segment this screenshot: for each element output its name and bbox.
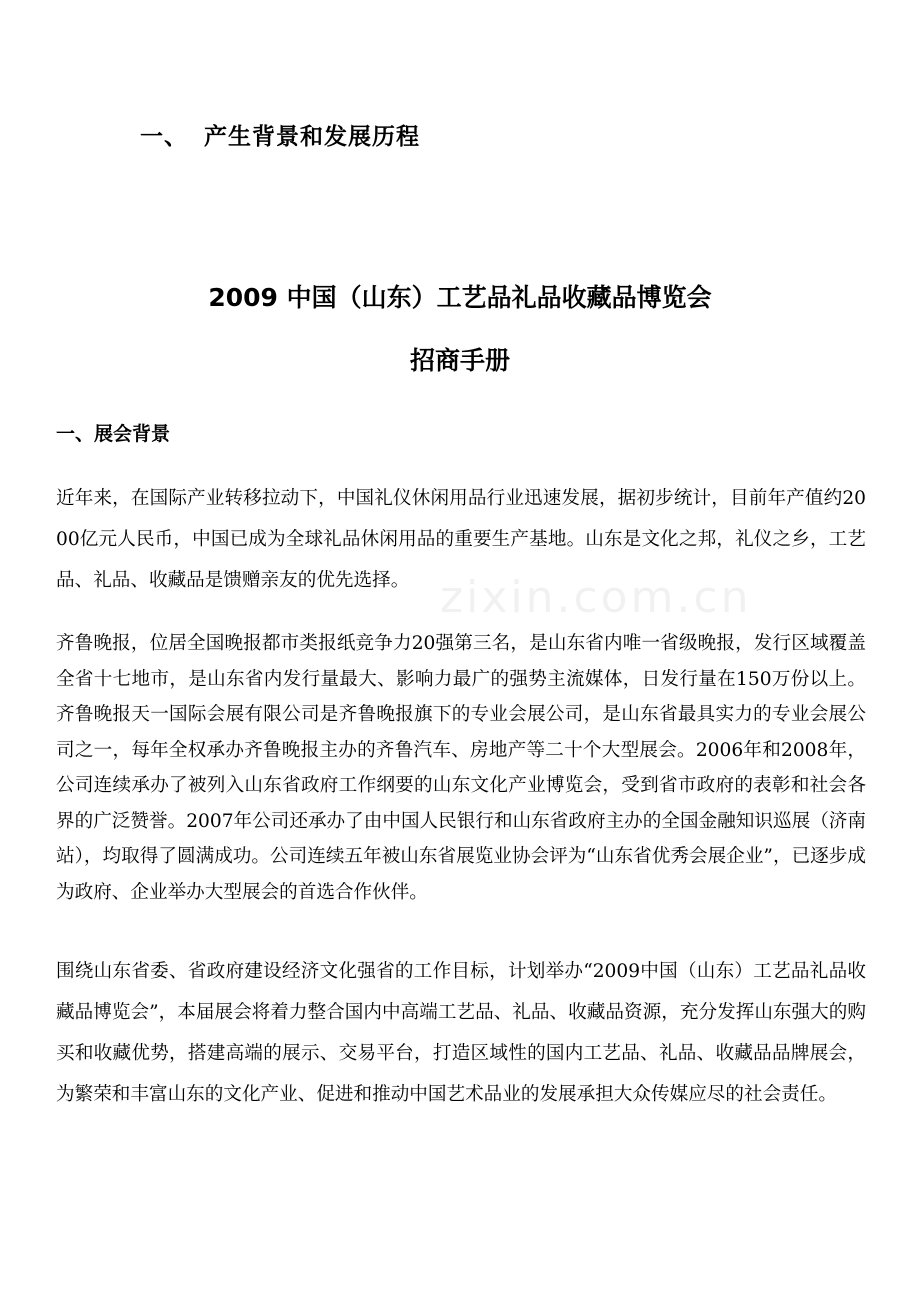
paragraph-organizer-profile: 齐鲁晚报，位居全国晚报都市类报纸竞争力20强第三名，是山东省内唯一省级晚报，发行区域覆盖全省十七地市，是山东省内发行量最大、影响力最广的强势主流媒体，日发行量在150万份以上。齐鲁晚报天一国际会展有限公司是齐鲁晚报旗下的专业会展公司，是山东省最具实力的专业会展公司之一，每年全权承办齐鲁晚报主办的齐鲁汽车、房地产等二十个大型展会。2006年和2008年，公司连续承办了被列入山东省政府工作纲要的山东文化产业博览会，受到省市政府的表彰和社会各界的广泛赞誉。2007年公司还承办了由中国人民银行和山东省政府主办的全国金融知识巡展（济南站），均取得了圆满成功。公司连续五年被山东省展览业协会评为“山东省优秀会展企业”，已逐步成为政府、企业举办大型展会的首选合作伙伴。 — [56, 633, 866, 903]
paragraph-exhibition-goals: 围绕山东省委、省政府建设经济文化强省的工作目标，计划举办“2009中国（山东）工艺品礼品收藏品博览会”，本届展会将着力整合国内中高端工艺品、礼品、收藏品资源，充分发挥山东强大的购买和收藏优势，搭建高端的展示、交易平台，打造区域性的国内工艺品、礼品、收藏品品牌展会，为繁荣和丰富山东的文化产业、促进和推动中国艺术品业的发展承担大众传媒应尽的社会责任。 — [56, 961, 866, 1105]
section-heading-number: 一、 — [140, 124, 188, 150]
section-heading — [140, 118, 420, 151]
watermark: zixin.com.cn — [440, 572, 752, 623]
section-heading-text: 产生背景和发展历程 — [204, 124, 420, 150]
document-title: 2009 中国（山东）工艺品礼品收藏品博览会 — [208, 283, 712, 312]
paragraph-industry-overview: 近年来，在国际产业转移拉动下，中国礼仪休闲用品行业迅速发展，据初步统计，目前年产值约2000亿元人民币，中国已成为全球礼品休闲用品的重要生产基地。山东是文化之邦，礼仪之乡，工艺品、礼品、收藏品是馈赠亲友的优先选择。 — [56, 488, 866, 591]
exhibition-background-heading: 一、展会背景 — [56, 423, 171, 445]
document-subtitle: 招商手册 — [409, 346, 510, 375]
